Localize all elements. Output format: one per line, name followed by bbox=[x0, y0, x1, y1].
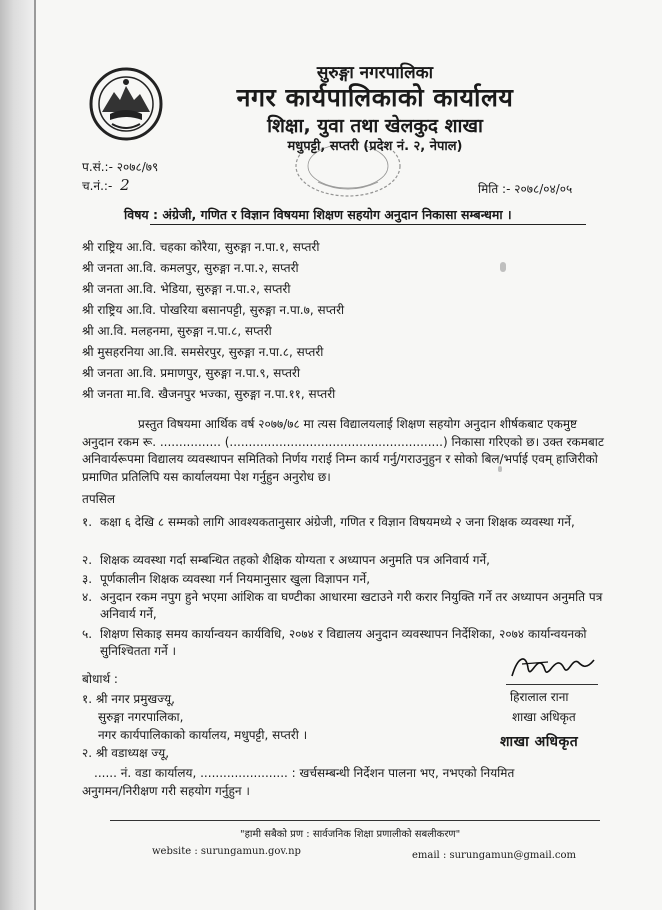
footer-email: email : surungamun@gmail.com bbox=[412, 850, 576, 861]
footer-website: website : surungamun.gov.np bbox=[152, 846, 301, 857]
municipality-name: सुरुङ्गा नगरपालिका bbox=[316, 63, 434, 83]
branch-name: शिक्षा, युवा तथा खेलकुद शाखा bbox=[267, 115, 483, 137]
patra-sankhya: प.सं.:- २०७८/७९ bbox=[82, 160, 159, 174]
addressee-2: श्री जनता आ.वि. कमलपुर, सुरुङ्गा न.पा.२, सप्तरी bbox=[82, 261, 299, 275]
signatory-title: शाखा अधिकृत bbox=[512, 710, 576, 724]
scan-speck bbox=[500, 262, 506, 272]
list-item-text: शिक्षक व्यवस्था गर्दा सम्बन्धित तहको शैक्षिक योग्यता र अध्यापन अनुमति पत्र अनिवार्य गर्ने, bbox=[100, 553, 490, 567]
list-item-text: कक्षा ६ देखि ८ सम्मको लागि आवश्यकतानुसार अंग्रेजी, गणित र विज्ञान विषयमध्ये २ जना शिक्षक व्यवस्था गर्ने, bbox=[100, 515, 575, 529]
cc-line-5: ...... नं. वडा कार्यालय, ....................... : खर्चसम्बन्धी निर्देशन पालना भए, नभएको नियमित bbox=[94, 766, 515, 780]
cc-label: बोधार्थ : bbox=[82, 672, 118, 686]
addressee-4: श्री राष्ट्रिय आ.वि. पोखरिया बसानपट्टी, सुरुङ्गा न.पा.७, सप्तरी bbox=[82, 303, 345, 317]
handwritten-signature bbox=[508, 650, 598, 684]
office-seal-stamp bbox=[292, 146, 404, 200]
list-item-number: २. bbox=[82, 553, 93, 567]
cc-line-4: २. श्री वडाध्यक्ष ज्यू, bbox=[82, 746, 170, 760]
scan-page-edge bbox=[34, 0, 36, 910]
list-item bbox=[82, 589, 604, 623]
office-name: नगर कार्यपालिकाको कार्यालय bbox=[236, 83, 514, 112]
list-item-number: ५. bbox=[82, 627, 93, 641]
list-item-number: ४. bbox=[82, 590, 93, 604]
body-paragraph bbox=[82, 416, 604, 486]
addressee-3: श्री जनता आ.वि. भेडिया, सुरुङ्गा न.पा.२, सप्तरी bbox=[82, 282, 291, 296]
addressee-5: श्री आ.वि. मलहनमा, सुरुङ्गा न.पा.८, सप्तरी bbox=[82, 324, 272, 338]
signature-line bbox=[506, 684, 598, 685]
list-item-number: ३. bbox=[82, 572, 93, 586]
addressee-8: श्री जनता मा.वि. खैजनपुर भज्का, सुरुङ्गा न.पा.११, सप्तरी bbox=[82, 387, 336, 401]
footer-rule bbox=[110, 820, 600, 821]
cc-line-2: सुरुङ्गा नगरपालिका, bbox=[98, 710, 184, 724]
list-item-text: पूर्णकालीन शिक्षक व्यवस्था गर्न नियमानुसार खुला विज्ञापन गर्ने, bbox=[100, 572, 371, 586]
addressee-6: श्री मुसहरनिया आ.वि. समसेरपुर, सुरुङ्गा न.पा.८, सप्तरी bbox=[82, 345, 324, 359]
cc-line-3: नगर कार्यपालिकाको कार्यालय, मधुपट्टी, सप्तरी । bbox=[98, 728, 308, 742]
list-item bbox=[82, 552, 604, 569]
office-address: मधुपट्टी, सप्तरी (प्रदेश नं. २, नेपाल) bbox=[287, 139, 463, 154]
cc-line-1: १. श्री नगर प्रमुखज्यू, bbox=[82, 692, 175, 706]
list-item-text: शिक्षण सिकाइ समय कार्यान्वयन कार्यविधि, २०७४ र विद्यालय अनुदान व्यवस्थापन निर्देशिका, २०७४ कार्यान्वयनको सुनिश्चितता गर्ने । bbox=[100, 627, 587, 658]
subject-underline bbox=[150, 224, 586, 225]
tapasil-label: तपसिल bbox=[82, 492, 116, 506]
scan-speck bbox=[498, 466, 502, 472]
footer-slogan: "हामी सबैको प्रण : सार्वजनिक शिक्षा प्रणालीको सबलीकरण" bbox=[240, 829, 461, 840]
addressee-7: श्री जनता आ.वि. प्रमाणपुर, सुरुङ्गा न.पा.९, सप्तरी bbox=[82, 366, 300, 380]
list-item bbox=[82, 514, 604, 531]
letter-date: मिति :- २०७८/०४/०५ bbox=[478, 182, 573, 196]
list-item-text: अनुदान रकम नपुग हुने भएमा आंशिक वा घण्टीका आधारमा खटाउने गरी करार नियुक्ति गर्ने तर अध्यापन अनुमति पत्र अनिवार्य गर्ने, bbox=[100, 590, 603, 621]
cc-line-6: अनुगमन/निरीक्षण गरी सहयोग गर्नुहुन । bbox=[82, 784, 250, 798]
addressee-1: श्री राष्ट्रिय आ.वि. चहका कोरैया, सुरुङ्गा न.पा.१, सप्तरी bbox=[82, 240, 320, 254]
scan-binding-shadow bbox=[0, 0, 34, 910]
list-item bbox=[82, 571, 604, 588]
list-item-number: १. bbox=[82, 515, 93, 529]
chalani-handwritten: 2 bbox=[120, 176, 130, 194]
signatory-name: हिरालाल राना bbox=[510, 690, 569, 704]
designation-stamp: शाखा अधिकृत bbox=[500, 734, 579, 750]
chalani-label: च.नं.:- bbox=[82, 179, 113, 193]
chalani-number bbox=[82, 176, 130, 194]
subject-line: विषय : अंग्रेजी, गणित र विज्ञान विषयमा शिक्षण सहयोग अनुदान निकासा सम्बन्धमा । bbox=[124, 207, 512, 222]
body-paragraph-text: प्रस्तुत विषयमा आर्थिक वर्ष २०७७/७८ मा त्यस विद्यालयलाई शिक्षण सहयोग अनुदान शीर्षकबाट एकमुष्ट अनुदान रकम रू. ................ (........................................................) निकासा गरिएको छ। उक्त रकमबाट अनिवार्यरूपमा विद्यालय व्यवस्थापन समितिको निर्णय गराई निम्न कार्य गर्नु/गराउनुहुन र सोको बिल/भर्पाई एवम् हाजिरीको प्रमाणित प्रतिलिपि यस कार्यालयमा पेश गर्नुहुन अनुरोध छ। bbox=[82, 417, 604, 484]
